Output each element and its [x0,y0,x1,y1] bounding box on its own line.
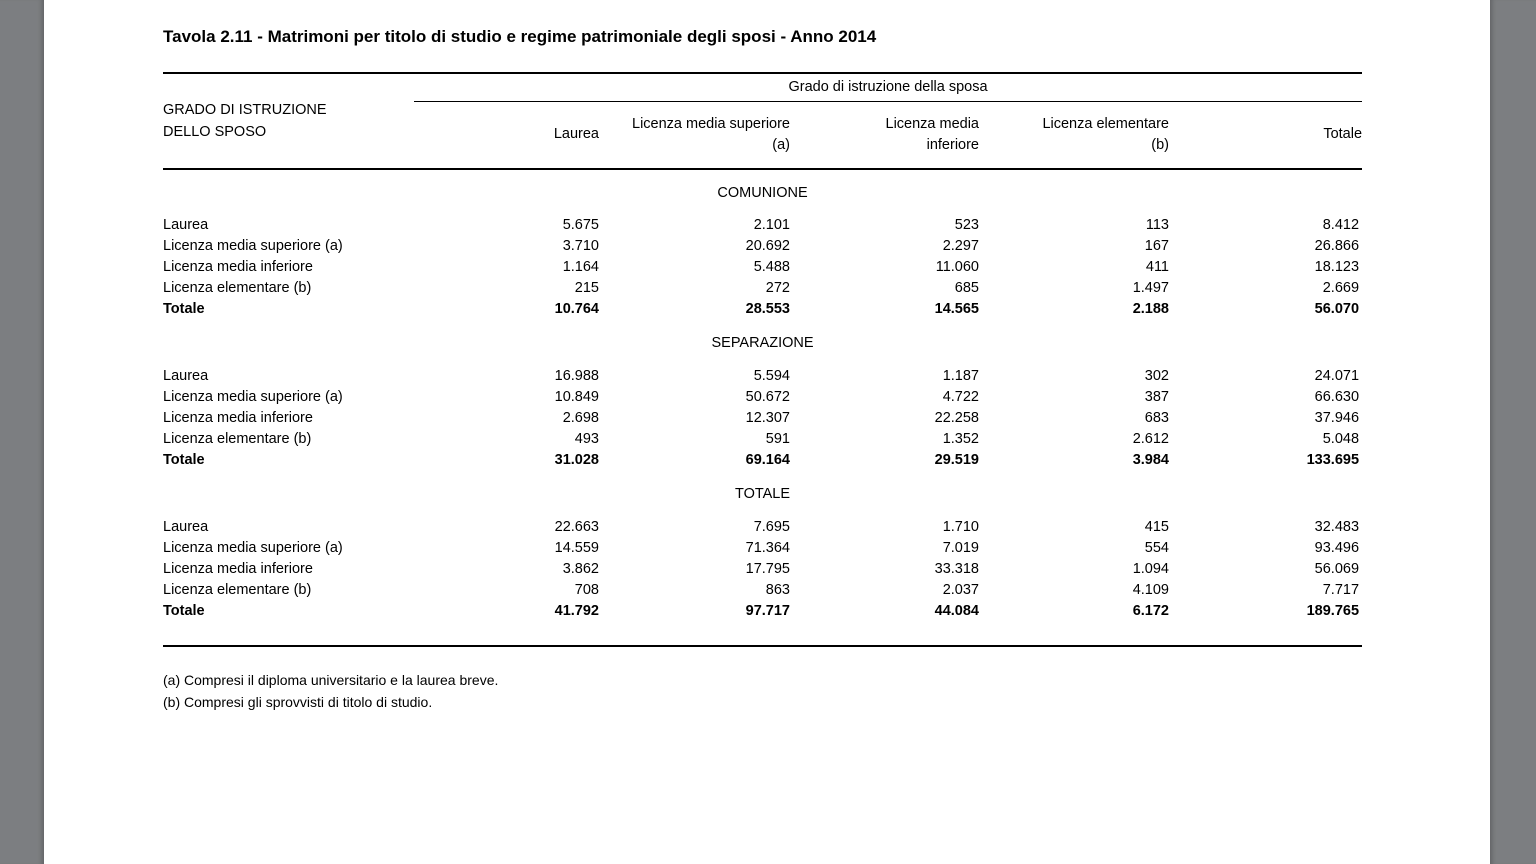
cell-value: 685 [954,280,979,296]
cell-value: 93.496 [1314,540,1360,556]
row-label: Licenza media inferiore [163,410,313,426]
row-group-header [163,73,414,169]
cell-value: 2.669 [1322,280,1360,296]
cell-value: 133.695 [1306,452,1360,468]
cell-value: 71.364 [745,540,790,556]
viewer-gutter-left [0,0,44,864]
cell-value: 1.710 [942,519,979,535]
cell-value: 2.698 [562,410,599,426]
row-label: Totale [163,301,205,317]
section-header: SEPARAZIONE [711,335,814,351]
cell-value: 16.988 [554,368,599,384]
cell-value: 17.795 [745,561,790,577]
cell-value: 32.483 [1314,519,1360,535]
cell-value: 3.984 [1132,452,1169,468]
table-row [163,278,1362,299]
cell-value: 37.946 [1314,410,1360,426]
viewer-gutter-right [1490,0,1536,864]
row-label: Licenza media superiore (a) [163,540,343,556]
cell-value: 2.297 [942,238,979,254]
cell-value: 24.071 [1314,368,1360,384]
column-header: Totale [1169,101,1362,169]
cell-value: 69.164 [745,452,790,468]
cell-value: 387 [1144,389,1169,405]
row-label: Totale [163,452,205,468]
cell-value: 28.553 [745,301,790,317]
row-label: Licenza elementare (b) [163,431,312,447]
cell-value: 189.765 [1306,603,1360,619]
marriages-statistics-table [163,72,1362,647]
cell-value: 1.187 [942,368,979,384]
table-row [163,538,1362,559]
section-header: TOTALE [734,486,791,502]
cell-value: 523 [954,217,979,233]
table-title: Tavola 2.11 - Matrimoni per titolo di studio e regime patrimoniale degli sposi - Anno 2014 [163,27,877,46]
row-label: Laurea [163,519,209,535]
cell-value: 10.764 [554,301,599,317]
table-row [163,408,1362,429]
row-group-header-line1: GRADO DI ISTRUZIONE [163,102,327,118]
row-group-header-line2: DELLO SPOSO [163,124,267,140]
section-row [163,320,1362,366]
cell-value: 708 [574,582,599,598]
row-label: Licenza media inferiore [163,259,313,275]
cell-value: 1.164 [562,259,599,275]
cell-value: 33.318 [934,561,979,577]
cell-value: 167 [1144,238,1169,254]
cell-value: 5.675 [562,217,599,233]
cell-value: 215 [574,280,599,296]
cell-value: 44.084 [934,603,979,619]
cell-value: 113 [1145,217,1169,233]
cell-value: 7.695 [753,519,790,535]
cell-value: 56.069 [1314,561,1360,577]
cell-value: 18.123 [1314,259,1360,275]
cell-value: 26.866 [1314,238,1360,254]
cell-value: 302 [1144,368,1169,384]
cell-value: 3.710 [562,238,599,254]
cell-value: 415 [1144,519,1169,535]
column-header: Licenza media superiore (a) [599,101,790,169]
cell-value: 7.717 [1322,582,1360,598]
table-row [163,215,1362,236]
cell-value: 272 [765,280,790,296]
cell-value: 12.307 [745,410,790,426]
row-label: Licenza media superiore (a) [163,389,343,405]
cell-value: 10.849 [554,389,599,405]
cell-value: 56.070 [1314,301,1360,317]
column-group-header: Grado di istruzione della sposa [414,73,1362,101]
cell-value: 50.672 [745,389,790,405]
cell-value: 41.792 [554,603,599,619]
cell-value: 11.060 [935,259,979,275]
table-row [163,366,1362,387]
footnote-b: (b) Compresi gli sprovvisti di titolo di studio. [163,694,433,710]
cell-value: 4.722 [942,389,979,405]
cell-value: 1.497 [1132,280,1169,296]
table-row [163,257,1362,278]
section-header: COMUNIONE [717,184,808,201]
table-row [163,387,1362,408]
row-label: Laurea [163,368,209,384]
row-label: Licenza media superiore (a) [163,238,343,254]
cell-value: 2.612 [1132,431,1169,447]
cell-value: 3.862 [562,561,599,577]
section-row [163,169,1362,215]
cell-value: 591 [765,431,790,447]
cell-value: 7.019 [942,540,979,556]
row-label: Licenza elementare (b) [163,280,312,296]
row-label: Totale [163,603,205,619]
cell-value: 5.488 [753,259,790,275]
cell-value: 554 [1144,540,1169,556]
cell-value: 411 [1145,259,1169,275]
table-row [163,601,1362,622]
cell-value: 1.352 [942,431,979,447]
cell-value: 22.663 [554,519,599,535]
cell-value: 1.094 [1132,561,1169,577]
footnotes [163,669,1362,713]
cell-value: 6.172 [1132,603,1169,619]
table-row [163,236,1362,257]
table-row [163,580,1362,601]
cell-value: 31.028 [554,452,599,468]
cell-value: 493 [574,431,599,447]
cell-value: 5.594 [753,368,790,384]
table-row [163,559,1362,580]
cell-value: 2.037 [942,582,979,598]
cell-value: 14.559 [554,540,599,556]
document-page [44,0,1490,864]
table-row [163,450,1362,471]
column-header: Licenza media inferiore [790,101,979,169]
page-content [163,0,1362,713]
column-header: Laurea [414,101,599,169]
table-row [163,517,1362,538]
footnote-a: (a) Compresi il diploma universitario e la laurea breve. [163,672,499,688]
cell-value: 4.109 [1132,582,1169,598]
cell-value: 66.630 [1314,389,1360,405]
cell-value: 29.519 [934,452,979,468]
cell-value: 2.101 [753,217,790,233]
column-header: Licenza elementare (b) [979,101,1169,169]
cell-value: 8.412 [1322,217,1360,233]
cell-value: 97.717 [745,603,790,619]
table-row [163,429,1362,450]
cell-value: 2.188 [1132,301,1169,317]
cell-value: 683 [1144,410,1169,426]
row-label: Licenza media inferiore [163,561,313,577]
row-label: Licenza elementare (b) [163,582,312,598]
cell-value: 863 [765,582,790,598]
table-body [163,169,1362,646]
section-row [163,471,1362,517]
table-row [163,299,1362,320]
cell-value: 22.258 [934,410,979,426]
row-label: Laurea [163,217,209,233]
cell-value: 14.565 [934,301,979,317]
table-bottom-spacer [163,622,1362,646]
cell-value: 20.692 [745,238,790,254]
cell-value: 5.048 [1322,431,1360,447]
